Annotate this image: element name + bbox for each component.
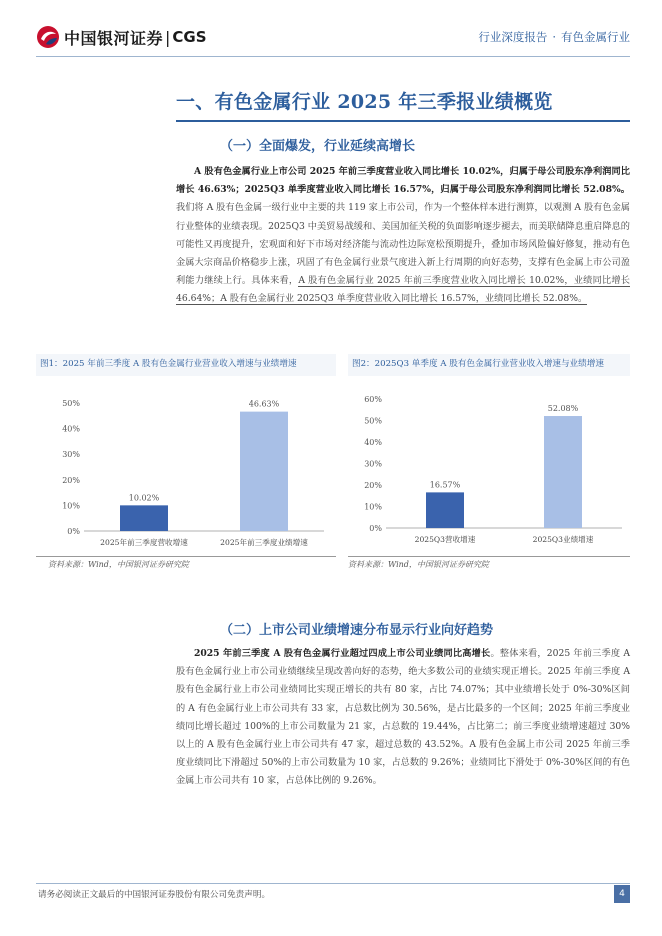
figure-2-caption: 图2：2025Q3 单季度 A 股有色金属行业营业收入增速与业绩增速 (352, 359, 604, 369)
report-label (478, 29, 630, 45)
figure-2-bottom-rule (348, 556, 630, 557)
figure-1-bottom-rule (36, 556, 336, 557)
figure-1-caption: 图1：2025 年前三季度 A 股有色金属行业营业收入增速与业绩增速 (40, 359, 297, 369)
page-header (36, 22, 630, 54)
section-title-rule (176, 120, 630, 122)
figure-1-chart (36, 380, 336, 555)
bar-value-label: 46.63% (248, 399, 280, 409)
paragraph-1-body: 我们将 A 股有色金属一级行业中主要的共 119 家上市公司，作为一个整体样本进行测算，以观测 A 股有色金属行业整体的业绩表现。2025Q3 中美贸易战缓和、美国加征关税的负面影响逐步褪去，而美联储降息重启降息的可能性又再度提升，宏观面和好下市场对经济能与流动性边际宽松预期提升，叠加市场风险偏好修复，推动有色金属大宗商品价格稳步上涨，巩固了有色金属行业景气度进入新上行周期的向好态势，支撑有色金属上市公司盈利能力继续上行。具体来看， (176, 202, 630, 287)
y-tick-label: 30% (364, 459, 382, 469)
y-tick-label: 30% (62, 450, 80, 460)
x-tick-label: 2025Q3业绩增速 (532, 535, 594, 544)
paragraph-1-underlined: A 股有色金属行业 2025 年前三季度营业收入同比增长 10.02%，业绩同比增长 46.64%；A 股有色金属行业 2025Q3 单季度营业收入同比增长 16.57%，业绩同比增长 52.08%。 (176, 275, 630, 305)
y-tick-label: 10% (364, 502, 382, 512)
logo-en-text: CGS (172, 28, 207, 46)
paragraph-1 (176, 163, 630, 309)
x-tick-label: 2025年前三季度业绩增速 (220, 538, 308, 547)
paragraph-1-bold: A 股有色金属行业上市公司 2025 年前三季度营业收入同比增长 10.02%，归属于母公司股东净利润同比增长 46.63%；2025Q3 单季度营业收入同比增长 16.57%，归属于母公司股东净利润同比增长 52.08%。 (176, 166, 630, 196)
header-divider (36, 56, 630, 57)
page-number: 4 (614, 885, 630, 903)
y-tick-label: 60% (364, 395, 382, 404)
header-dot: · (552, 30, 556, 44)
y-tick-label: 20% (364, 481, 382, 490)
y-tick-label: 40% (364, 438, 382, 447)
paragraph-2 (176, 645, 630, 791)
y-tick-label: 50% (62, 399, 80, 408)
paragraph-2-bold: 2025 年前三季度 A 股有色金属行业超过四成上市公司业绩同比高增长 (194, 648, 491, 659)
y-tick-label: 20% (62, 475, 80, 485)
subsection-title-2: （二）上市公司业绩增速分布显示行业向好趋势 (220, 623, 494, 638)
figure-2-chart (348, 380, 630, 555)
section-title: 一、有色金属行业 2025 年三季报业绩概览 (176, 91, 553, 113)
figure-2-source: 资料来源：Wind，中国银河证券研究院 (348, 560, 489, 569)
figure-1-source: 资料来源：Wind，中国银河证券研究院 (48, 560, 189, 569)
logo-separator: | (165, 27, 171, 47)
bar (240, 412, 288, 531)
x-tick-label: 2025年前三季度营收增速 (100, 538, 188, 547)
bar (120, 505, 168, 531)
bar-value-label: 10.02% (128, 493, 160, 503)
y-tick-label: 50% (364, 416, 382, 426)
report-type: 行业深度报告 (478, 30, 548, 44)
bar-value-label: 16.57% (429, 480, 461, 490)
x-tick-label: 2025Q3营收增速 (414, 535, 476, 544)
company-logo (36, 24, 207, 50)
industry-name: 有色金属行业 (561, 30, 630, 44)
footer-disclaimer: 请务必阅读正文最后的中国银河证券股份有限公司免责声明。 (38, 890, 271, 900)
footer-divider (36, 883, 630, 884)
subsection-title-1: （一）全面爆发，行业延续高增长 (220, 139, 416, 154)
logo-cn-text: 中国银河证券 (64, 28, 164, 48)
paragraph-2-body: 。整体来看，2025 年前三季度 A 股有色金属行业上市公司业绩继续呈现改善向好的态势，绝大多数公司的业绩实现正增长。2025 年前三季度 A 股有色金属行业上市公司业绩同比实现正增长的共有 80 家，占比 74.07%；其中业绩增长处于 0%-30%区间的 A 有色金属行业上市公司共有 33 家，占总数比例为 30.56%，是占比最多的一个区间；2025 年前三季度业绩同比增长超过 100%的上市公司数量为 21 家，占总数的 19.44%，占比第二；前三季度业绩增速超过 30%以上的 A 股有色金属行业上市公司共有 47 家，超过总数的 43.52%。A 股有色金属上市公司 2025 年前三季度业绩同比下滑超过 50%的上市公司数量为 10 家，占总数的 9.26%；业绩同比下滑处于 0%-30%区间的有色金属上市公司共有 10 家，占总体比例的 9.26%。 (176, 648, 631, 787)
y-tick-label: 40% (62, 424, 80, 434)
bar-value-label: 52.08% (547, 404, 579, 414)
bar (426, 492, 464, 528)
y-tick-label: 0% (369, 524, 382, 533)
bar (544, 416, 582, 528)
y-tick-label: 10% (62, 501, 80, 511)
cgs-logo-icon (36, 25, 60, 49)
y-tick-label: 0% (67, 527, 80, 536)
